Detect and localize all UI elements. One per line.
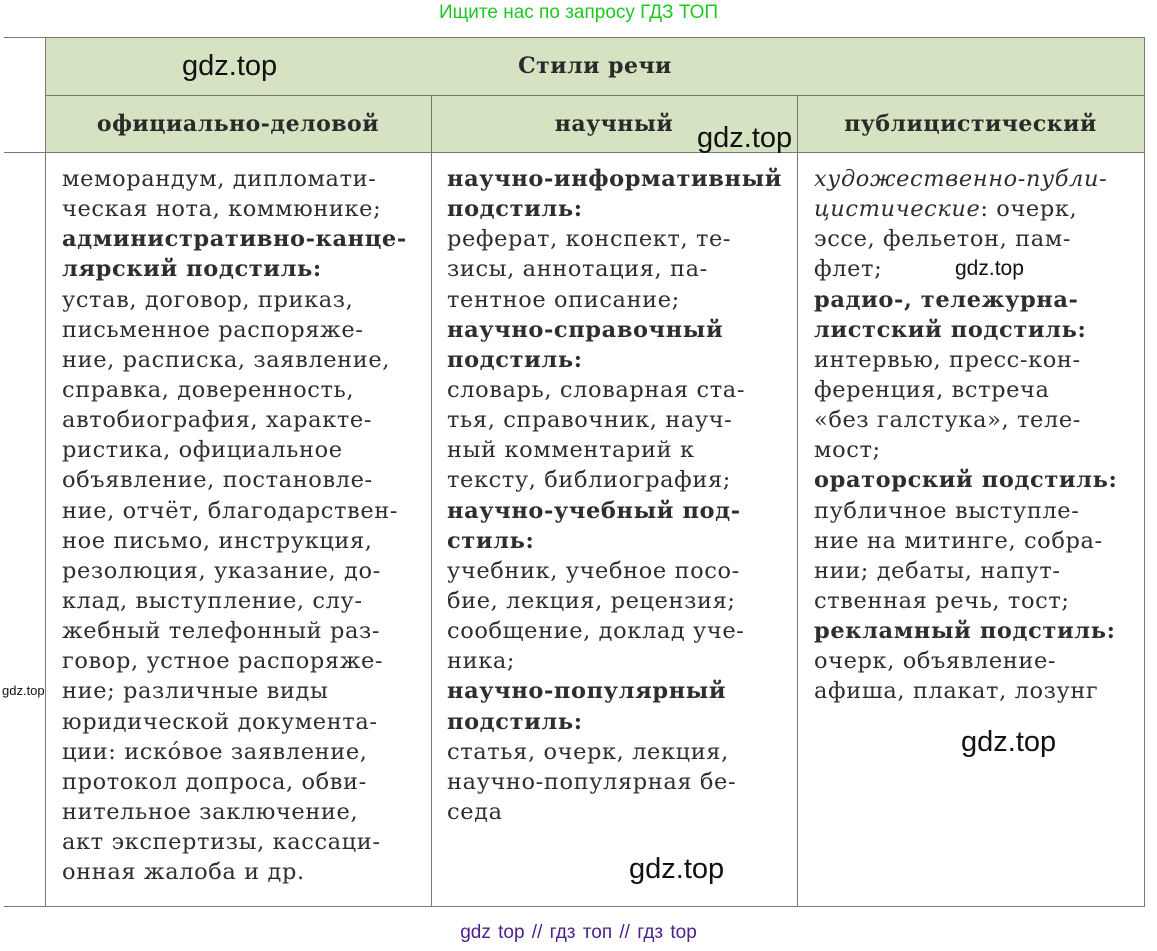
text-line [447,646,782,676]
subheading-text: радио-, тележурна- [814,286,1079,313]
body-text: ника; [447,648,516,675]
body-text: автобиография, характе- [62,407,373,434]
text-line [447,797,782,827]
text-line [447,345,782,375]
subheading-text: ораторский подстиль: [814,467,1118,494]
body-text: очерк, объявление- [814,648,1057,675]
text-line [62,646,407,676]
table-left-border [45,37,46,907]
text-line [62,556,407,586]
body-text: ции: искóвое заявление, [62,738,368,765]
column-official-content [62,164,407,887]
body-text: научно-популярная бе- [447,768,737,795]
body-text: интервью, пресс-кон- [814,346,1081,373]
text-line [62,737,407,767]
column-header-scientific: научный [554,110,674,137]
text-line [62,767,407,797]
body-text: тексту, библиография; [447,467,731,494]
watermark: gdz.top [961,726,1057,758]
text-line [62,285,407,315]
text-line [62,857,407,887]
text-line [814,496,1117,526]
body-text: резолюция, указание, до- [62,557,381,584]
bottom-banner: gdz top // гдз топ // гдз top [460,922,697,943]
text-line [814,224,1117,254]
text-line [62,586,407,616]
text-line [447,767,782,797]
top-banner: Ищите нас по запросу ГДЗ ТОП [438,2,719,23]
body-text: жебный телефонный раз- [62,618,381,645]
text-line [62,707,407,737]
body-text: «без галстука», теле- [814,407,1081,434]
text-line [62,827,407,857]
body-text: говор, устное распоряже- [62,648,384,675]
body-text: афиша, плакат, лозунг [814,678,1099,705]
body-text: письменное распоряже- [62,316,364,343]
body-text: ственная речь, тост; [814,587,1070,614]
body-text: ние на митинге, собра- [814,527,1103,554]
subheading-text: подстиль: [447,708,583,735]
column-header-official: официально-деловой [96,110,380,137]
text-line [62,797,407,827]
table-right-border [1144,37,1145,907]
text-line [814,676,1117,706]
body-text: : очерк, [980,196,1078,223]
subheading-text: научно-справочный [447,316,724,343]
subheading-text: подстиль: [447,196,583,223]
text-line [447,496,782,526]
text-line [447,556,782,586]
body-text: устав, договор, приказ, [62,286,354,313]
text-line [814,465,1117,495]
body-text: статья, очерк, лекция, [447,738,729,765]
body-text: ный комментарий к [447,437,695,464]
body-text: ристика, официальное [62,437,343,464]
body-text: ние; различные виды [62,678,329,705]
body-text: сообщение, доклад уче- [447,618,745,645]
text-line [447,315,782,345]
body-text: цистические [814,196,981,223]
body-text: объявление, постановле- [62,467,373,494]
subheading-text: лярский подстиль: [62,256,322,283]
text-line [62,496,407,526]
text-line [447,586,782,616]
text-line [62,164,407,194]
text-line [447,435,782,465]
text-line [814,435,1117,465]
body-text: ческая нота, коммюнике; [62,196,382,223]
table-title: Стили речи [518,53,672,79]
text-line [447,254,782,284]
text-line [62,375,407,405]
body-text: нии; дебаты, напут- [814,557,1061,584]
body-text: эссе, фельетон, пам- [814,226,1072,253]
text-line [447,526,782,556]
watermark: gdz.top [955,257,1024,280]
watermark: gdz.top [697,122,793,154]
text-line [814,345,1117,375]
subheading-text: научно-учебный под- [447,497,741,524]
text-line [814,315,1117,345]
text-line [447,405,782,435]
body-text: бие, лекция, рецензия; [447,587,736,614]
body-text: реферат, конспект, те- [447,226,732,253]
text-line [447,707,782,737]
body-text: меморандум, дипломати- [62,166,377,192]
column-header-publicistic: публицистический [844,110,1097,137]
text-line [62,405,407,435]
body-text: публичное выступле- [814,497,1080,524]
text-line [62,315,407,345]
body-text: нительное заключение, [62,798,359,825]
text-line [62,254,407,284]
body-text: акт экспертизы, кассаци- [62,829,381,856]
text-line [447,194,782,224]
body-text: флет; [814,256,883,283]
text-line [814,285,1117,315]
text-line [447,737,782,767]
body-text: зисы, аннотация, па- [447,256,708,283]
text-line [447,616,782,646]
text-line [62,224,407,254]
subheading-text: рекламный подстиль: [814,618,1116,645]
text-line [814,375,1117,405]
watermark: gdz.top [629,853,725,885]
body-text: ние, расписка, заявление, [62,346,391,373]
body-text: тентное описание; [447,286,680,313]
body-text: тья, справочник, науч- [447,407,733,434]
body-text: протокол допроса, обви- [62,768,367,795]
body-text: онная жалоба и др. [62,859,305,886]
subheading-text: научно-популярный [447,678,727,705]
text-line [62,345,407,375]
body-text: художественно-публи- [814,166,1108,192]
text-line [447,465,782,495]
text-line [447,224,782,254]
subheading-text: научно-информативный [447,166,783,192]
text-line [62,435,407,465]
text-line [814,194,1117,224]
column-divider-2 [797,95,798,907]
watermark: gdz.top [2,683,45,698]
text-line [447,285,782,315]
text-line [814,646,1117,676]
body-text: словарь, словарная ста- [447,376,746,403]
text-line [814,405,1117,435]
column-publicistic-content [814,164,1117,707]
table-bottom-border [4,906,1145,907]
header-bottom-border [4,152,1145,153]
subheading-text: подстиль: [447,346,583,373]
text-line [62,676,407,706]
text-line [62,616,407,646]
body-text: учебник, учебное посо- [447,557,740,584]
text-line [447,676,782,706]
text-line [814,616,1117,646]
subheading-text: административно-канце- [62,226,407,253]
body-text: ференция, встреча [814,376,1050,403]
text-line [814,586,1117,616]
text-line [814,556,1117,586]
body-text: ние, отчёт, благодарствен- [62,497,399,524]
text-line [447,375,782,405]
watermark: gdz.top [182,50,278,82]
column-scientific-content [447,164,782,827]
body-text: справка, доверенность, [62,376,355,403]
text-line [62,194,407,224]
subheading-text: стиль: [447,527,535,554]
body-text: клад, выступление, слу- [62,587,363,614]
text-line [814,164,1117,194]
body-text: седа [447,798,503,825]
body-text: мост; [814,437,881,464]
column-divider-1 [431,95,432,907]
subheading-text: листский подстиль: [814,316,1087,343]
body-text: ное письмо, инструкция, [62,527,373,554]
text-line [62,526,407,556]
body-text: юридической документа- [62,708,378,735]
text-line [62,465,407,495]
text-line [814,526,1117,556]
text-line [447,164,782,194]
